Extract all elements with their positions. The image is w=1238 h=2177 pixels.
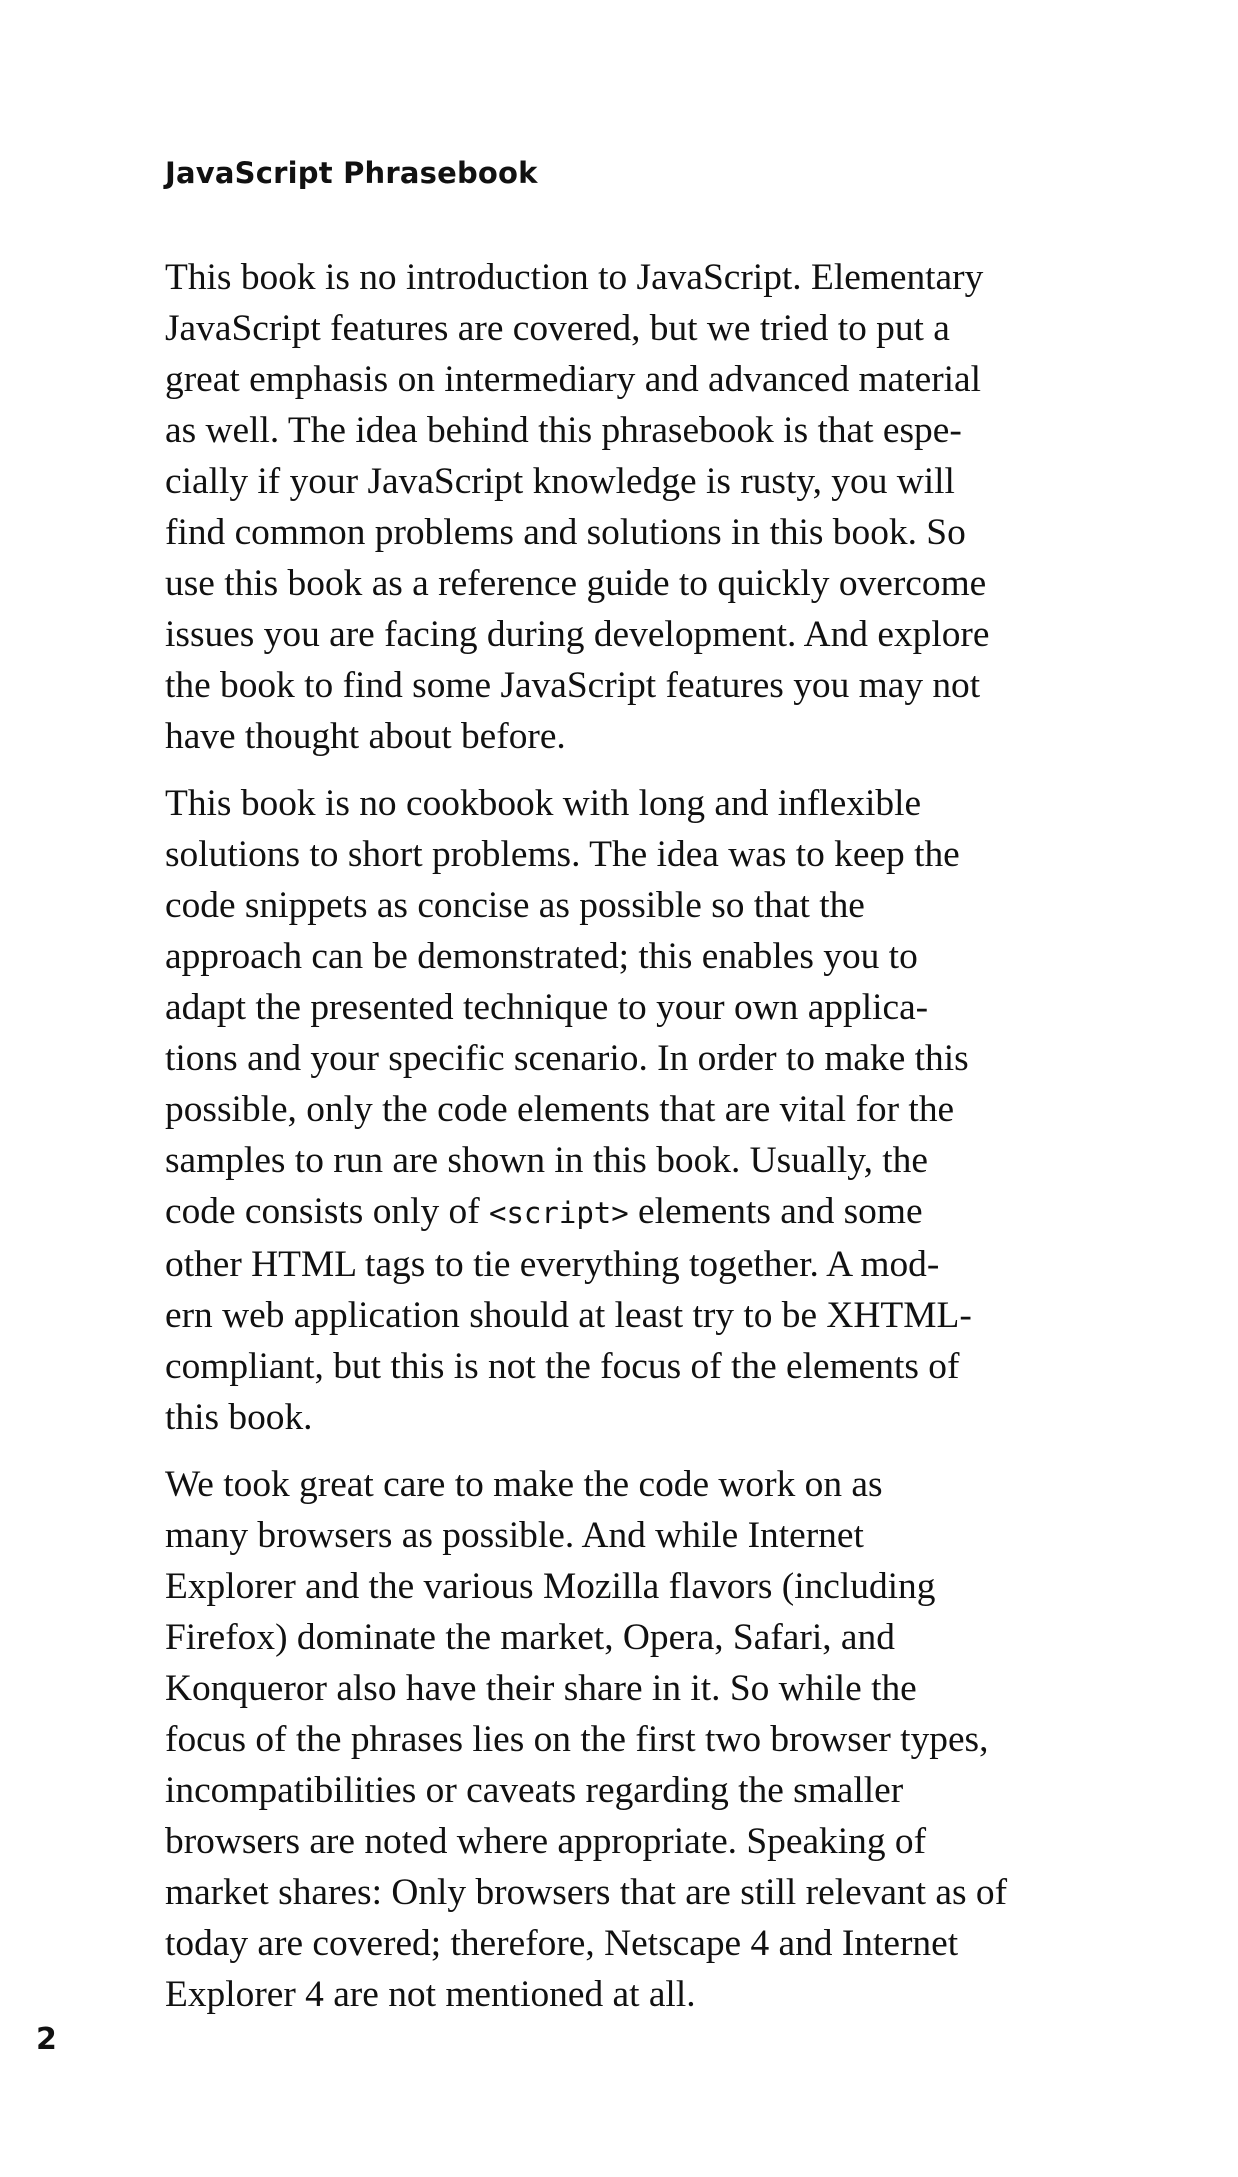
text-fragment: code consists only of: [165, 1191, 490, 1232]
text-line: approach can be demonstrated; this enables you to: [165, 936, 918, 977]
text-line: adapt the presented technique to your own applica-: [165, 987, 929, 1028]
text-line: find common problems and solutions in this book. So: [165, 512, 966, 553]
running-head: JavaScript Phrasebook: [165, 156, 538, 190]
text-line: JavaScript features are covered, but we tried to put a: [165, 308, 950, 349]
inline-code: <script>: [489, 1196, 629, 1230]
text-line: the book to find some JavaScript features you may not: [165, 665, 981, 706]
text-line: This book is no cookbook with long and inflexible: [165, 783, 922, 824]
paragraph-3: [165, 1459, 1093, 2020]
page-body: [165, 252, 1093, 2036]
text-line: incompatibilities or caveats regarding the smaller: [165, 1770, 904, 1811]
text-line: great emphasis on intermediary and advanced material: [165, 359, 982, 400]
text-line: issues you are facing during development. And explore: [165, 614, 990, 655]
text-line: cially if your JavaScript knowledge is rusty, you will: [165, 461, 955, 502]
text-line: Explorer 4 are not mentioned at all.: [165, 1974, 696, 2015]
text-line: Explorer and the various Mozilla flavors (including: [165, 1566, 936, 1607]
text-line: possible, only the code elements that are vital for the: [165, 1089, 955, 1130]
text-fragment: elements and some: [628, 1191, 923, 1232]
text-line: Konqueror also have their share in it. So while the: [165, 1668, 917, 1709]
text-line: ern web application should at least try to be XHTML-: [165, 1295, 972, 1336]
paragraph-1: [165, 252, 1093, 762]
text-line: many browsers as possible. And while Internet: [165, 1515, 864, 1556]
text-line: samples to run are shown in this book. Usually, the: [165, 1140, 928, 1181]
text-line: as well. The idea behind this phrasebook is that espe-: [165, 410, 962, 451]
text-line: code snippets as concise as possible so that the: [165, 885, 865, 926]
text-line: solutions to short problems. The idea was to keep the: [165, 834, 960, 875]
text-line: other HTML tags to tie everything together. A mod-: [165, 1244, 940, 1285]
text-line: tions and your specific scenario. In order to make this: [165, 1038, 969, 1079]
paragraph-2: [165, 778, 1093, 1443]
text-line: compliant, but this is not the focus of the elements of: [165, 1346, 960, 1387]
text-line: We took great care to make the code work on as: [165, 1464, 883, 1505]
text-line: market shares: Only browsers that are still relevant as of: [165, 1872, 1008, 1913]
text-line: focus of the phrases lies on the first two browser types,: [165, 1719, 989, 1760]
text-line: This book is no introduction to JavaScript. Elementary: [165, 257, 984, 298]
text-line-with-code: [165, 1186, 1093, 1239]
text-line: this book.: [165, 1397, 313, 1438]
text-line: today are covered; therefore, Netscape 4 and Internet: [165, 1923, 959, 1964]
text-line: Firefox) dominate the market, Opera, Safari, and: [165, 1617, 895, 1658]
page-number: 2: [36, 2022, 57, 2057]
text-line: browsers are noted where appropriate. Speaking of: [165, 1821, 927, 1862]
text-line: have thought about before.: [165, 716, 566, 757]
text-line: use this book as a reference guide to quickly overcome: [165, 563, 987, 604]
